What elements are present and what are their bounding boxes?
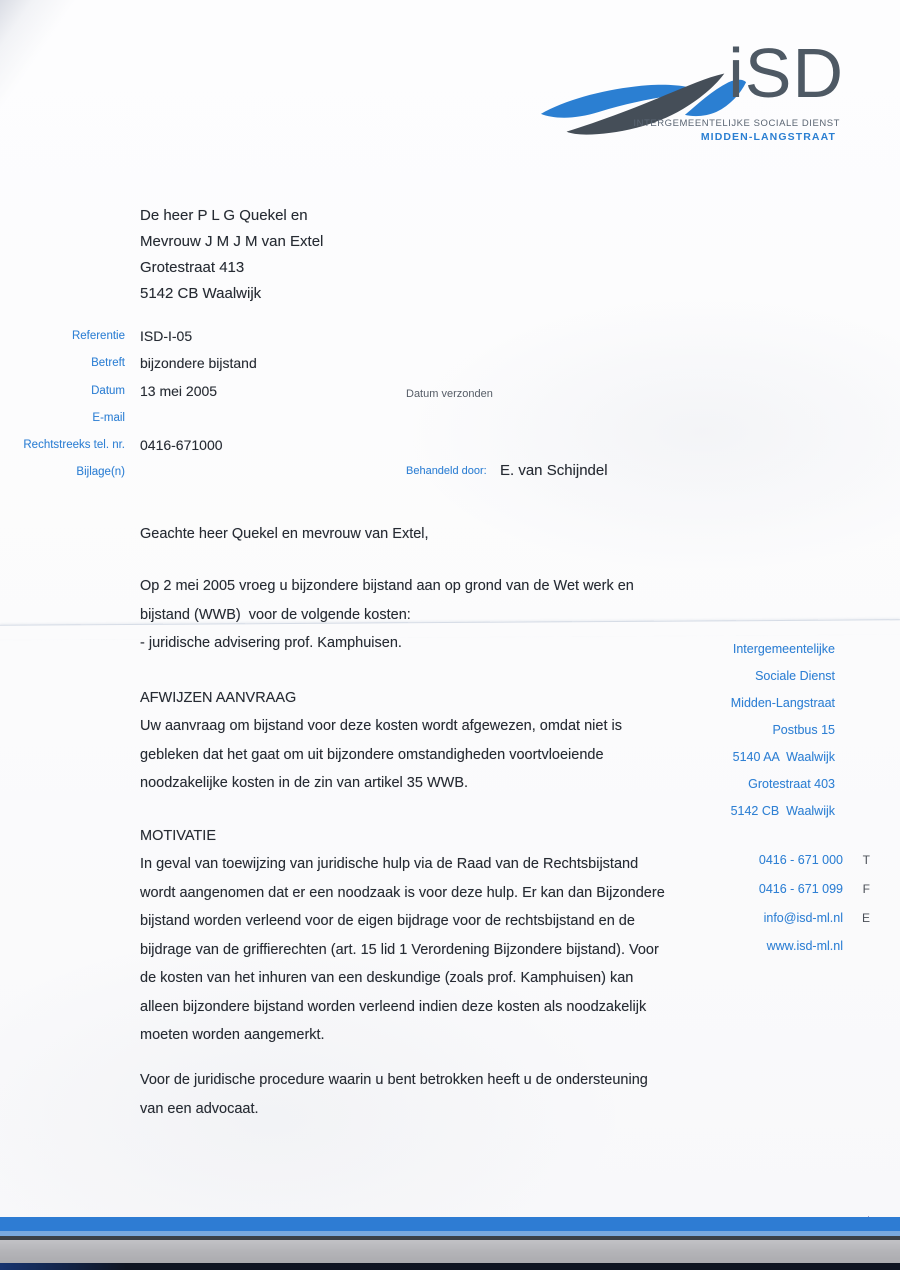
fax-number: 0416 - 671 099 [758, 882, 843, 896]
footer-bottom-edge [0, 1263, 900, 1270]
sender-address-block [731, 636, 835, 825]
meta-label: Referentie [71, 330, 125, 342]
section-heading-afwijzen [140, 684, 725, 713]
body-line: alleen bijzondere bijstand worden verleend indien deze kosten als noodzakelijk [140, 998, 647, 1015]
body-line: noodzakelijke kosten in de zin van artikel 35 WWB. [140, 775, 469, 791]
sender-address-line: 5140 AA Waalwijk [732, 750, 835, 764]
meta-row-telefoon [0, 437, 760, 457]
body-line: gebleken dat het gaat om uit bijzondere omstandigheden voortvloeiende [140, 746, 604, 763]
behandeld-door-label: Behandeld door: [406, 465, 487, 477]
contact-fax-row [759, 882, 870, 896]
org-region-line: MIDDEN-LANGSTRAAT [700, 131, 836, 143]
scan-corner-shadow [0, 0, 120, 170]
salutation-text: Geachte heer Quekel en mevrouw van Extel, [140, 526, 429, 542]
footer-gray-strip [0, 1240, 900, 1263]
meta-row-bijlagen [0, 464, 760, 484]
sender-address-line: Intergemeentelijke [732, 642, 835, 656]
recipient-address [140, 203, 323, 307]
meta-label: E-mail [92, 412, 125, 424]
phone-number: 0416 - 671 000 [758, 853, 843, 867]
behandeld-door-value: E. van Schijndel [500, 462, 608, 479]
meta-value: bijzondere bijstand [140, 355, 257, 371]
paragraph-afwijzen [140, 712, 725, 798]
isd-logo [535, 34, 850, 157]
meta-row-datum [0, 383, 760, 403]
heading-text: AFWIJZEN AANVRAAG [140, 690, 297, 706]
sender-address-line: Postbus 15 [772, 723, 835, 737]
isd-swoosh-icon [537, 70, 749, 140]
body-line: van een advocaat. [140, 1100, 259, 1117]
datum-verzonden-label: Datum verzonden [406, 388, 493, 400]
salutation [140, 520, 725, 549]
body-line: de kosten van het inhuren van een deskundige (zoals prof. Kamphuisen) kan [140, 970, 634, 986]
meta-row-betreft [0, 355, 760, 375]
recipient-line: Mevrouw J M J M van Extel [140, 233, 324, 250]
email-address: info@isd-ml.nl [763, 911, 843, 925]
sender-address-line: Grotestraat 403 [748, 777, 835, 791]
contact-phone-row [759, 853, 870, 867]
footer-blue-bar [0, 1217, 900, 1231]
recipient-line: 5142 CB Waalwijk [140, 285, 262, 302]
body-line: bijstand (WWB) voor de volgende kosten: [140, 606, 411, 623]
meta-value: 13 mei 2005 [140, 383, 218, 399]
meta-row-referentie [0, 328, 760, 348]
meta-label: Datum [91, 385, 125, 397]
website-url: www.isd-ml.nl [766, 939, 843, 953]
contact-type-letter: T [862, 853, 870, 867]
isd-logo-text: iSD [728, 34, 844, 112]
heading-text: MOTIVATIE [140, 828, 216, 844]
sender-address-line: Sociale Dienst [755, 669, 835, 683]
contact-email-row [764, 911, 870, 925]
meta-row-email [0, 410, 760, 430]
recipient-line: Grotestraat 413 [140, 259, 245, 276]
body-line: Op 2 mei 2005 vroeg u bijzondere bijstand aan op grond van de Wet werk en [140, 578, 634, 594]
paragraph-request [140, 572, 725, 658]
body-line: bijdrage van de griffierechten (art. 15 lid 1 Verordening Bijzondere bijstand). Voor [140, 941, 659, 958]
contact-type-letter: F [862, 882, 870, 896]
meta-label: Rechtstreeks tel. nr. [23, 439, 125, 451]
sender-address-line: Midden-Langstraat [730, 696, 835, 710]
body-line: wordt aangenomen dat er een noodzaak is voor deze hulp. Er kan dan Bijzondere [140, 884, 665, 901]
behandeld-door-row [406, 461, 608, 479]
body-line: bijstand worden verleend voor de eigen bijdrage voor de rechtsbijstand en de [140, 913, 635, 929]
paragraph-motivatie [140, 850, 725, 1050]
recipient-line: De heer P L G Quekel en [140, 207, 308, 224]
meta-value: 0416-671000 [140, 437, 223, 453]
body-line: Uw aanvraag om bijstand voor deze kosten wordt afgewezen, omdat niet is [140, 718, 622, 734]
body-line: In geval van toewijzing van juridische hulp via de Raad van de Rechtsbijstand [140, 856, 639, 872]
paragraph-advocaat [140, 1066, 725, 1123]
meta-label: Bijlage(n) [76, 466, 125, 478]
body-line: Voor de juridische procedure waarin u bent betrokken heeft u de ondersteuning [140, 1072, 648, 1088]
sender-address-line: 5142 CB Waalwijk [730, 804, 835, 818]
meta-label: Betreft [91, 357, 125, 369]
body-line: - juridische advisering prof. Kamphuisen. [140, 635, 402, 651]
contact-website-row [767, 939, 870, 953]
contact-type-letter: E [861, 911, 870, 925]
body-line: moeten worden aangemerkt. [140, 1027, 325, 1043]
meta-value: ISD-I-05 [140, 328, 193, 344]
org-name-line: INTERGEMEENTELIJKE SOCIALE DIENST [633, 118, 840, 129]
section-heading-motivatie [140, 822, 725, 851]
